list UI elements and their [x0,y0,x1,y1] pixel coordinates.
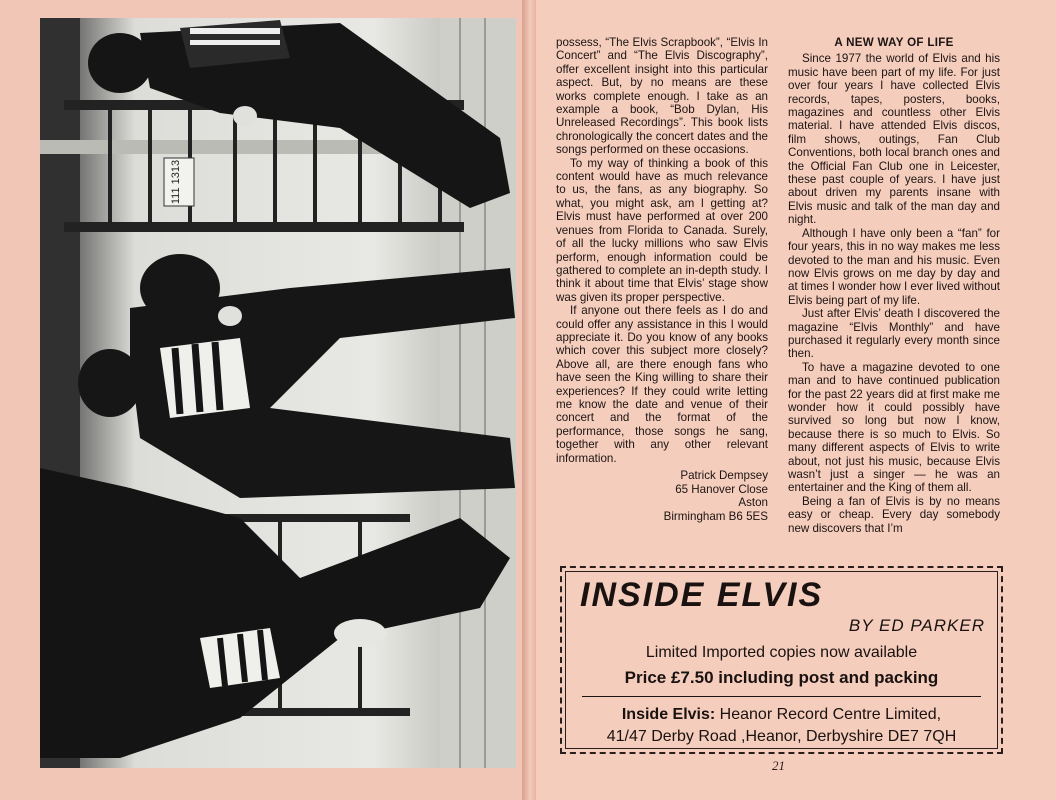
paragraph: possess, “The Elvis Scrapbook”, “Elvis In Concert” and “The Elvis Discography”, offer excellent insight into this particular aspect. But, by no means are these works complete enough. I take as an example a book, “Bob Dylan, His Unreleased Recordings”. This book lists chronologically the concert dates and the songs performed on these occasions. [556,36,768,157]
paragraph: Just after Elvis’ death I discovered the magazine “Elvis Monthly” and have purchased it regularly every month since then. [788,307,1000,361]
paragraph: Since 1977 the world of Elvis and his music have been part of my life. For just over four years I have collected Elvis records, tapes, posters, books, magazines and countless other Elvis material. I have attended Elvis discos, film shows, outings, Fan Club Conventions, both local branch ones and the Official Fan Club one in Leicester, these past couple of years. I have just about driven my parents insane with Elvis music and talk of the man day and night. [788,52,1000,227]
paragraph: If anyone out there feels as I do and could offer any assistance in this I would appreciate it. Do you know of any books which cover this subject more closely? Above all, are there enough fans who have seen the King willing to share their experiences? If they could write letting me know the date and venue of their concert and the format of the performance, those songs he sang, together with any other relevant information. [556,304,768,465]
article-column-1 [556,36,768,523]
magazine-spine [522,0,536,800]
letter-signature [556,469,768,523]
signature-address-3: Birmingham B6 5ES [663,509,768,523]
advertisement-author: BY ED PARKER [848,616,985,635]
address-line-2: 41/47 Derby Road ,Heanor, Derbyshire DE7 7QH [606,728,957,745]
paragraph: Although I have only been a “fan” for four years, this in no way makes me less devoted to the man and his music. Even now Elvis grows on me day by day and at times I wonder how I ever lived without Elvis being part of my life. [788,226,1001,307]
paragraph: Being a fan of Elvis is by no means easy or cheap. Every day somebody new discovers that I’m [788,494,1000,535]
performers-photo-art [40,18,516,768]
address-company: Heanor Record Centre Limited, [715,706,942,723]
performers-photo [40,18,516,768]
signature-address-1: 65 Hanover Close [675,482,768,496]
advertisement-title: INSIDE ELVIS [580,576,824,614]
sign-text: 111 1313 [170,159,182,205]
divider [582,696,981,697]
page-number: 21 [772,758,785,773]
price-text: Price £7.50 including post and packing [624,668,939,687]
paragraph: To my way of thinking a book of this content would have as much relevance to us, the fans, as any biography. So what, you might ask, am I getting at? Elvis must have performed at over 200 venues from Florida to Canada. Surely, of all the lucky millions who saw Elvis perform, enough information could be gathered to complete an in-depth study. I think it about time that Elvis’ stage show was given its proper perspective. [556,156,768,304]
article-column-2 [788,36,1000,535]
address-label: Inside Elvis: [621,706,716,723]
signature-address-2: Aston [738,496,768,510]
section-heading: A NEW WAY OF LIFE [834,36,954,49]
address-line-1 [562,706,1001,724]
book-advertisement [560,566,1003,754]
paragraph: To have a magazine devoted to one man and to have continued publication for the past 22 years did at first make me wonder how it could possibly have survived so long but now I know, because there is so much to Elvis. So many different aspects of Elvis to write about, not just his music, because Elvis wasn’t just a singer — he was an entertainer and the King of them all. [788,360,1000,495]
availability-text: Limited Imported copies now available [645,644,918,661]
signature-name: Patrick Dempsey [680,469,768,482]
